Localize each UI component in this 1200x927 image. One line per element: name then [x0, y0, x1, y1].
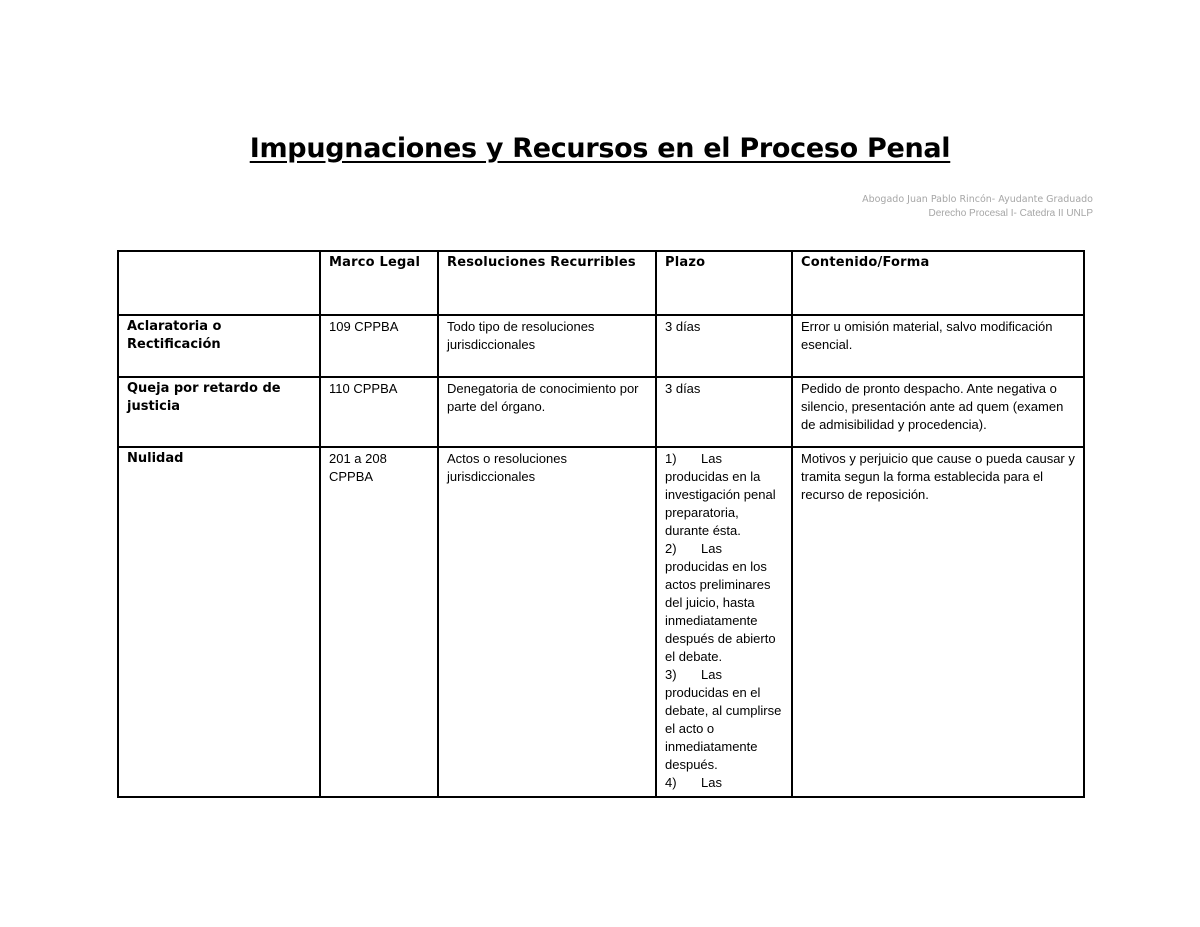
course-name: Derecho Procesal I- Catedra II UNLP: [928, 208, 1093, 219]
header-contenido: Contenido/Forma: [792, 251, 1084, 315]
header-marco-legal: Marco Legal: [320, 251, 438, 315]
plazo-item-first: Las: [701, 667, 722, 682]
table-row: [118, 315, 1084, 377]
table-header-row: [118, 251, 1084, 315]
cell-resoluciones: Todo tipo de resoluciones jurisdiccionales: [438, 315, 656, 377]
row-label-queja: Queja por retardo de justicia: [118, 377, 320, 447]
row-label-aclaratoria: Aclaratoria o Rectificación: [118, 315, 320, 377]
table-row: [118, 447, 1084, 797]
plazo-item-first: Las: [701, 775, 722, 790]
cell-marco: 110 CPPBA: [320, 377, 438, 447]
plazo-item-number: 2): [665, 541, 677, 556]
plazo-item: [665, 540, 783, 666]
plazo-item-number: 4): [665, 775, 677, 790]
cell-contenido: Pedido de pronto despacho. Ante negativa o silencio, presentación ante ad quem (examen de admisibilidad y procedencia).: [792, 377, 1084, 447]
plazo-item-text: producidas en los actos preliminares del juicio, hasta inmediatamente después de abierto el debate.: [665, 559, 776, 664]
plazo-item-first: Las: [701, 541, 722, 556]
plazo-item-text: producidas en el debate, al cumplirse el acto o inmediatamente después.: [665, 685, 782, 772]
cell-plazo: 3 días: [656, 315, 792, 377]
cell-contenido: Motivos y perjuicio que cause o pueda causar y tramita segun la forma establecida para el recurso de reposición.: [792, 447, 1084, 797]
plazo-item-number: 3): [665, 667, 677, 682]
plazo-item: [665, 666, 783, 774]
header-resoluciones: Resoluciones Recurribles: [438, 251, 656, 315]
plazo-item-text: producidas en la investigación penal preparatoria, durante ésta.: [665, 469, 776, 538]
header-blank: [118, 251, 320, 315]
cell-plazo-list: [656, 447, 792, 797]
page-title: Impugnaciones y Recursos en el Proceso Penal: [249, 133, 951, 164]
author-name: Abogado Juan Pablo Rincón- Ayudante Graduado: [862, 194, 1093, 205]
cell-marco: 109 CPPBA: [320, 315, 438, 377]
cell-resoluciones: Denegatoria de conocimiento por parte del órgano.: [438, 377, 656, 447]
cell-contenido: Error u omisión material, salvo modificación esencial.: [792, 315, 1084, 377]
table-row: [118, 377, 1084, 447]
plazo-item-number: 1): [665, 451, 677, 466]
cell-resoluciones: Actos o resoluciones jurisdiccionales: [438, 447, 656, 797]
cell-marco: 201 a 208 CPPBA: [320, 447, 438, 797]
plazo-item-first: Las: [701, 451, 722, 466]
recursos-table: [117, 250, 1085, 798]
author-block: [862, 193, 1093, 221]
cell-plazo: 3 días: [656, 377, 792, 447]
row-label-nulidad: Nulidad: [118, 447, 320, 797]
plazo-item: [665, 450, 783, 540]
header-plazo: Plazo: [656, 251, 792, 315]
plazo-item: [665, 774, 783, 792]
